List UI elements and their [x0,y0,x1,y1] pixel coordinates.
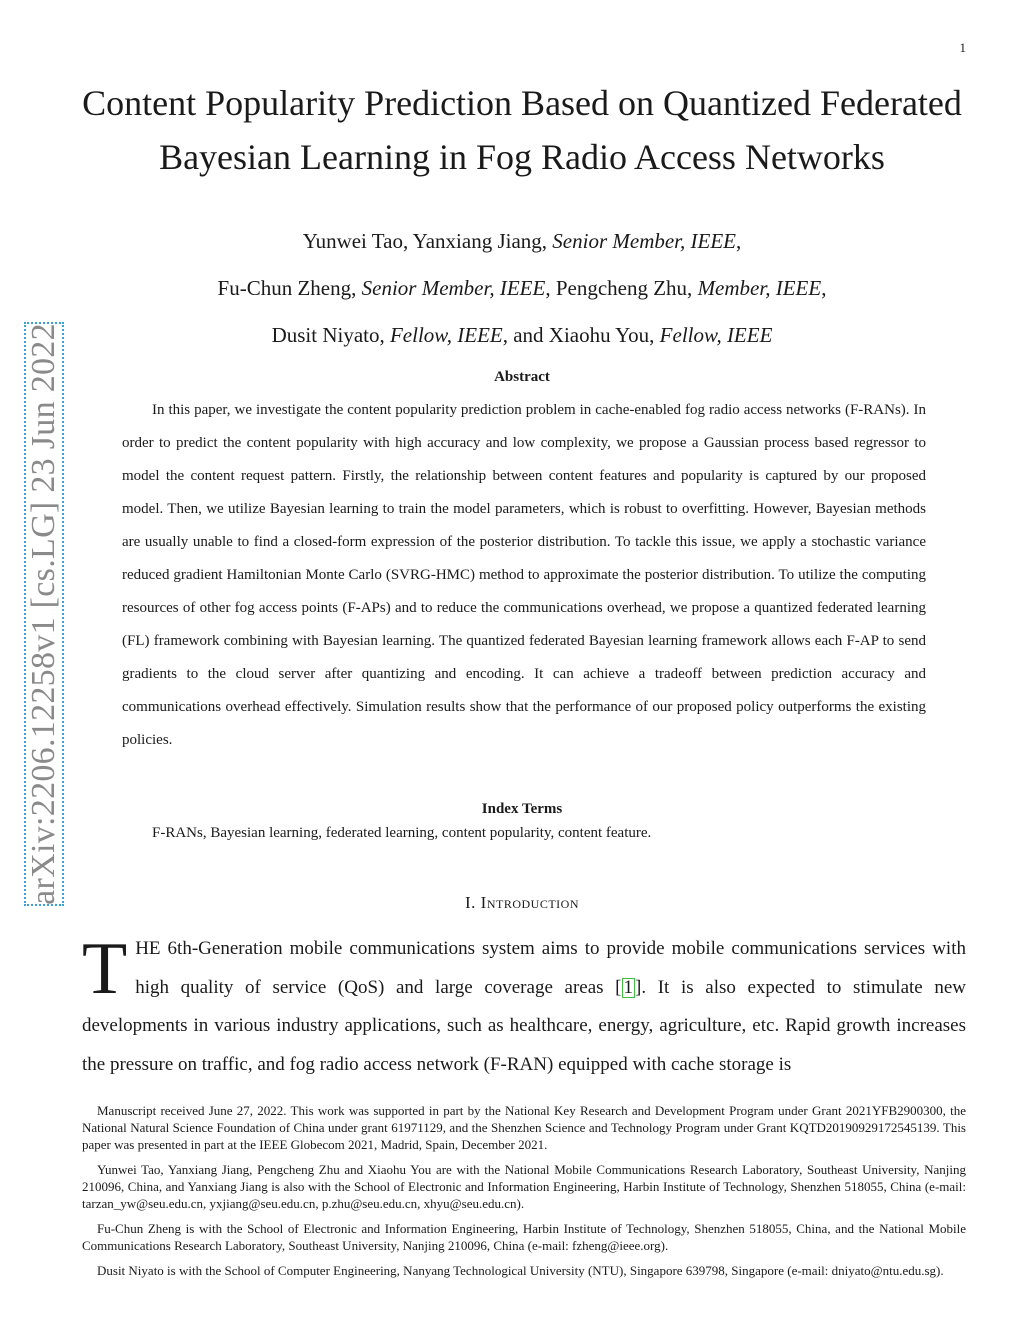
section-heading [60,893,984,913]
author-role: Fellow, IEEE [659,323,773,347]
paper-title: Content Popularity Prediction Based on Quantized Federated Bayesian Learning in Fog Radio Access Networks [82,83,962,177]
intro-paragraph [82,930,966,1084]
author-names: Dusit Niyato, [271,323,390,347]
footnotes [82,1102,966,1287]
author-names: , and Xiaohu You, [502,323,660,347]
author-names: Fu-Chun Zheng, [217,276,362,300]
author-separator: , [736,229,742,253]
abstract-heading: Abstract [494,369,550,385]
intro-text-end: ]. It is also expected to stimulate new developments in various industry applications, such as healthcare, energy, agriculture, etc. Rapid growth increases the pressure on traffic, and fog radio access network (F-RAN) equipped with cache storage is [82,976,966,1075]
page-number: 1 [959,40,966,55]
author-line-3 [60,323,984,348]
author-role: Senior Member, IEEE [552,229,736,253]
author-role: Senior Member, IEEE [361,276,546,300]
author-separator: , [821,276,827,300]
footnote-manuscript: Manuscript received June 27, 2022. This work was supported in part by the National Key Research and Development Program under Grant 2021YFB2900300, the National Natural Science Foundation of China under grant 61971129, and the Shenzhen Science and Technology Program under Grant KQTD20190929172545139. This paper was presented in part at the IEEE Globecom 2021, Madrid, Spain, December 2021. [82,1103,966,1152]
author-names: Yunwei Tao, Yanxiang Jiang, [302,229,553,253]
section-title: Introduction [480,893,579,912]
author-role: Member, IEEE [697,276,822,300]
section-number: I. [465,893,481,912]
author-role: Fellow, IEEE [389,323,503,347]
footnote-affiliation: Yunwei Tao, Yanxiang Jiang, Pengcheng Zhu and Xiaohu You are with the National Mobile Communications Research Laboratory, Southeast University, Nanjing 210096, China, and Yanxiang Jiang is also with the School of Electronic and Information Engineering, Harbin Institute of Technology, Shenzhen 518055, China (e-mail: tarzan_yw@seu.edu.cn, yxjiang@seu.edu.cn, p.zhu@seu.edu.cn, xhyu@seu.edu.cn). [82,1162,966,1211]
dropcap-letter: T [82,928,128,1010]
author-names: , Pengcheng Zhu, [545,276,698,300]
author-line-1 [60,229,984,254]
citation-link[interactable]: 1 [623,976,633,998]
index-terms-heading: Index Terms [481,801,563,817]
index-terms-text: F-RANs, Bayesian learning, federated learning, content popularity, content feature. [152,825,652,841]
arxiv-stamp [24,322,64,906]
arxiv-id: arXiv:2206.12258v1 [cs.LG] 23 Jun 2022 [25,323,62,905]
footnote-affiliation: Dusit Niyato is with the School of Computer Engineering, Nanyang Technological University (NTU), Singapore 639798, Singapore (e-mail: dniyato@ntu.edu.sg). [97,1263,944,1278]
intro-text-start: HE 6th-Generation mobile communications system aims to provide mobile communications services with high quality of service (QoS) and large coverage areas [ [135,938,966,998]
footnote-affiliation: Fu-Chun Zheng is with the School of Electronic and Information Engineering, Harbin Institute of Technology, Shenzhen 518055, China, and the National Mobile Communications Research Laboratory, Southeast University, Nanjing 210096, China (e-mail: fzheng@ieee.org). [82,1221,966,1253]
abstract-text: In this paper, we investigate the content popularity prediction problem in cache-enabled fog radio access networks (F-RANs). In order to predict the content popularity with high accuracy and low complexity, we propose a Gaussian process based regressor to model the content request pattern. Firstly, the relationship between content features and popularity is captured by our proposed model. Then, we utilize Bayesian learning to train the model parameters, which is robust to overfitting. However, Bayesian methods are usually unable to find a closed-form expression of the posterior distribution. To tackle this issue, we apply a stochastic variance reduced gradient Hamiltonian Monte Carlo (SVRG-HMC) method to approximate the posterior distribution. To utilize the computing resources of other fog access points (F-APs) and to reduce the communications overhead, we propose a quantized federated learning (FL) framework combining with Bayesian learning. The quantized federated Bayesian learning framework allows each F-AP to send gradients to the cloud server after quantizing and encoding. It can achieve a tradeoff between prediction accuracy and communications overhead effectively. Simulation results show that the performance of our proposed policy outperforms the existing policies. [122,402,926,748]
author-line-2 [60,276,984,301]
